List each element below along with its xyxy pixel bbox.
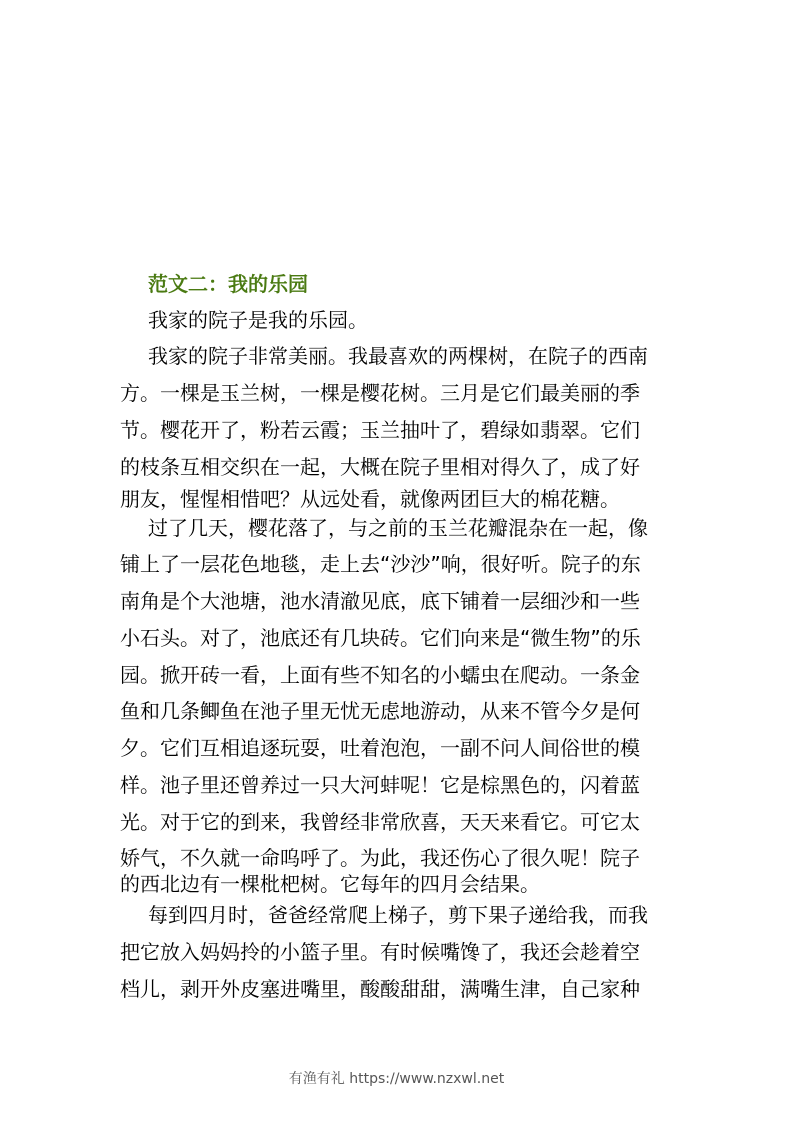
paragraph-line: 夕。它们互相追逐玩耍，吐着泡泡，一副不问人间俗世的模 <box>120 736 640 760</box>
paragraph-line: 档儿，剥开外皮塞进嘴里，酸酸甜甜，满嘴生津，自己家种 <box>120 977 640 1001</box>
paragraph-line: 小石头。对了，池底还有几块砖。它们向来是“微生物”的乐 <box>120 626 641 650</box>
paragraph-line: 鱼和几条鲫鱼在池子里无忧无虑地游动，从来不管今夕是何 <box>120 699 640 723</box>
paragraph-line: 光。对于它的到来，我曾经非常欣喜，天天来看它。可它太 <box>120 810 640 834</box>
paragraph-line: 我家的院子是我的乐园。 <box>148 308 368 332</box>
paragraph-line: 的西北边有一棵枇杷树。它每年的四月会结果。 <box>120 872 540 896</box>
paragraph-line: 园。掀开砖一看，上面有些不知名的小蠕虫在爬动。一条金 <box>120 663 640 687</box>
paragraph-line: 铺上了一层花色地毯，走上去“沙沙”响，很好听。院子的东 <box>120 552 641 576</box>
paragraph-line: 南角是个大池塘，池水清澈见底，底下铺着一层细沙和一些 <box>120 589 640 613</box>
paragraph-line: 我家的院子非常美丽。我最喜欢的两棵树，在院子的西南 <box>148 344 648 368</box>
paragraph-line: 的枝条互相交织在一起，大概在院子里相对得久了，成了好 <box>120 455 640 479</box>
paragraph-line: 节。樱花开了，粉若云霞；玉兰抽叶了，碧绿如翡翠。它们 <box>120 418 640 442</box>
paragraph-line: 把它放入妈妈拎的小篮子里。有时候嘴馋了，我还会趁着空 <box>120 940 640 964</box>
paragraph-line: 娇气，不久就一命呜呼了。为此，我还伤心了很久呢！院子 <box>120 846 640 870</box>
paragraph-line: 过了几天，樱花落了，与之前的玉兰花瓣混杂在一起，像 <box>148 516 648 540</box>
paragraph-line: 每到四月时，爸爸经常爬上梯子，剪下果子递给我，而我 <box>148 903 648 927</box>
essay-title: 范文二：我的乐园 <box>148 272 308 296</box>
paragraph-line: 朋友，惺惺相惜吧？从远处看，就像两团巨大的棉花糖。 <box>120 487 620 511</box>
paragraph-line: 方。一棵是玉兰树，一棵是樱花树。三月是它们最美丽的季 <box>120 381 640 405</box>
paragraph-line: 样。池子里还曾养过一只大河蚌呢！它是棕黑色的，闪着蓝 <box>120 773 640 797</box>
footer-watermark: 有渔有礼 https://www.nzxwl.net <box>288 1071 505 1087</box>
